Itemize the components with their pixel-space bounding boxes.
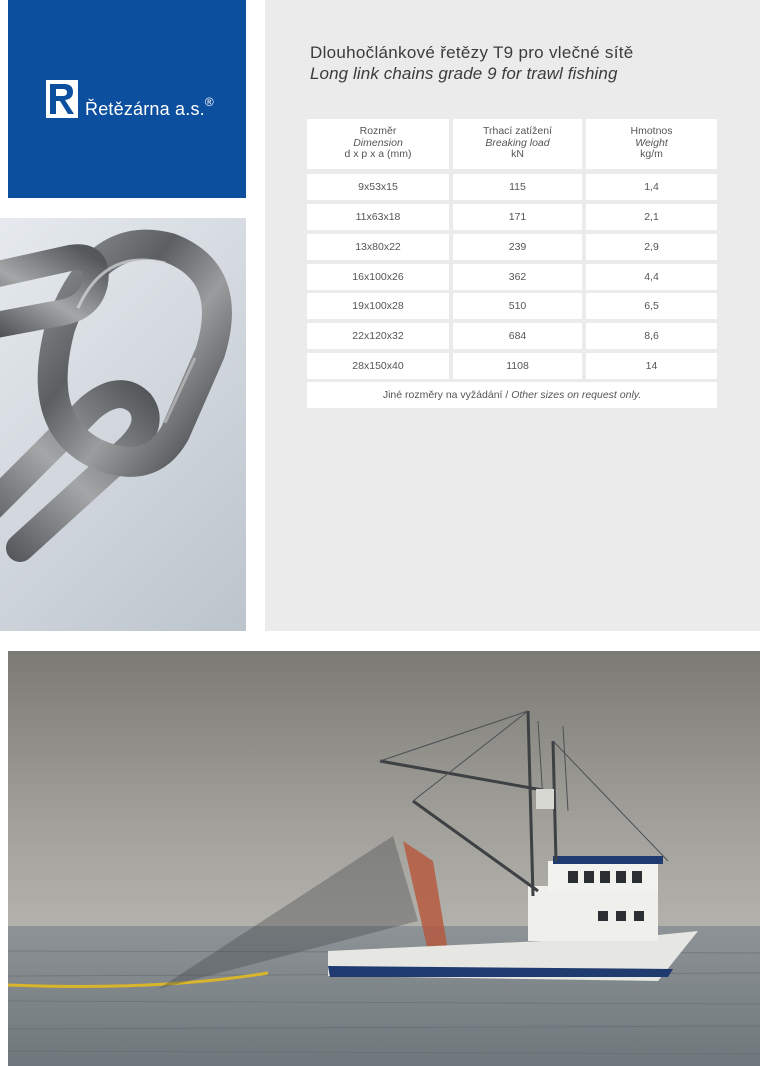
cell-weight: 2,9 bbox=[586, 234, 717, 260]
cell-weight: 1,4 bbox=[586, 174, 717, 200]
cell-weight: 8,6 bbox=[586, 323, 717, 349]
cell-load: 1108 bbox=[453, 353, 582, 379]
cell-dimension: 9x53x15 bbox=[307, 174, 449, 200]
cell-load: 362 bbox=[453, 264, 582, 290]
cell-weight: 14 bbox=[586, 353, 717, 379]
chain-photo bbox=[0, 218, 246, 631]
cell-weight: 6,5 bbox=[586, 293, 717, 319]
cell-dimension: 13x80x22 bbox=[307, 234, 449, 260]
cell-weight: 2,1 bbox=[586, 204, 717, 230]
logo-block bbox=[8, 0, 246, 198]
header-dimension: Rozměr Dimension d x p x a (mm) bbox=[307, 119, 449, 169]
table-note: Jiné rozměry na vyžádání / Other sizes on request only. bbox=[307, 382, 717, 408]
cell-dimension: 16x100x26 bbox=[307, 264, 449, 290]
trawler-photo bbox=[8, 651, 760, 1066]
cell-dimension: 19x100x28 bbox=[307, 293, 449, 319]
title-czech: Dlouhočlánkové řetězy T9 pro vlečné sítě bbox=[310, 43, 634, 62]
company-logo-icon bbox=[46, 80, 78, 118]
company-name: Řetězárna a.s.® bbox=[85, 95, 214, 119]
cell-load: 510 bbox=[453, 293, 582, 319]
cell-load: 115 bbox=[453, 174, 582, 200]
title-english: Long link chains grade 9 for trawl fishing bbox=[310, 64, 618, 83]
header-weight: Hmotnos Weight kg/m bbox=[586, 119, 717, 169]
cell-dimension: 22x120x32 bbox=[307, 323, 449, 349]
cell-dimension: 28x150x40 bbox=[307, 353, 449, 379]
cell-weight: 4,4 bbox=[586, 264, 717, 290]
cell-load: 171 bbox=[453, 204, 582, 230]
header-breaking-load: Trhací zatížení Breaking load kN bbox=[453, 119, 582, 169]
cell-load: 239 bbox=[453, 234, 582, 260]
cell-load: 684 bbox=[453, 323, 582, 349]
cell-dimension: 11x63x18 bbox=[307, 204, 449, 230]
